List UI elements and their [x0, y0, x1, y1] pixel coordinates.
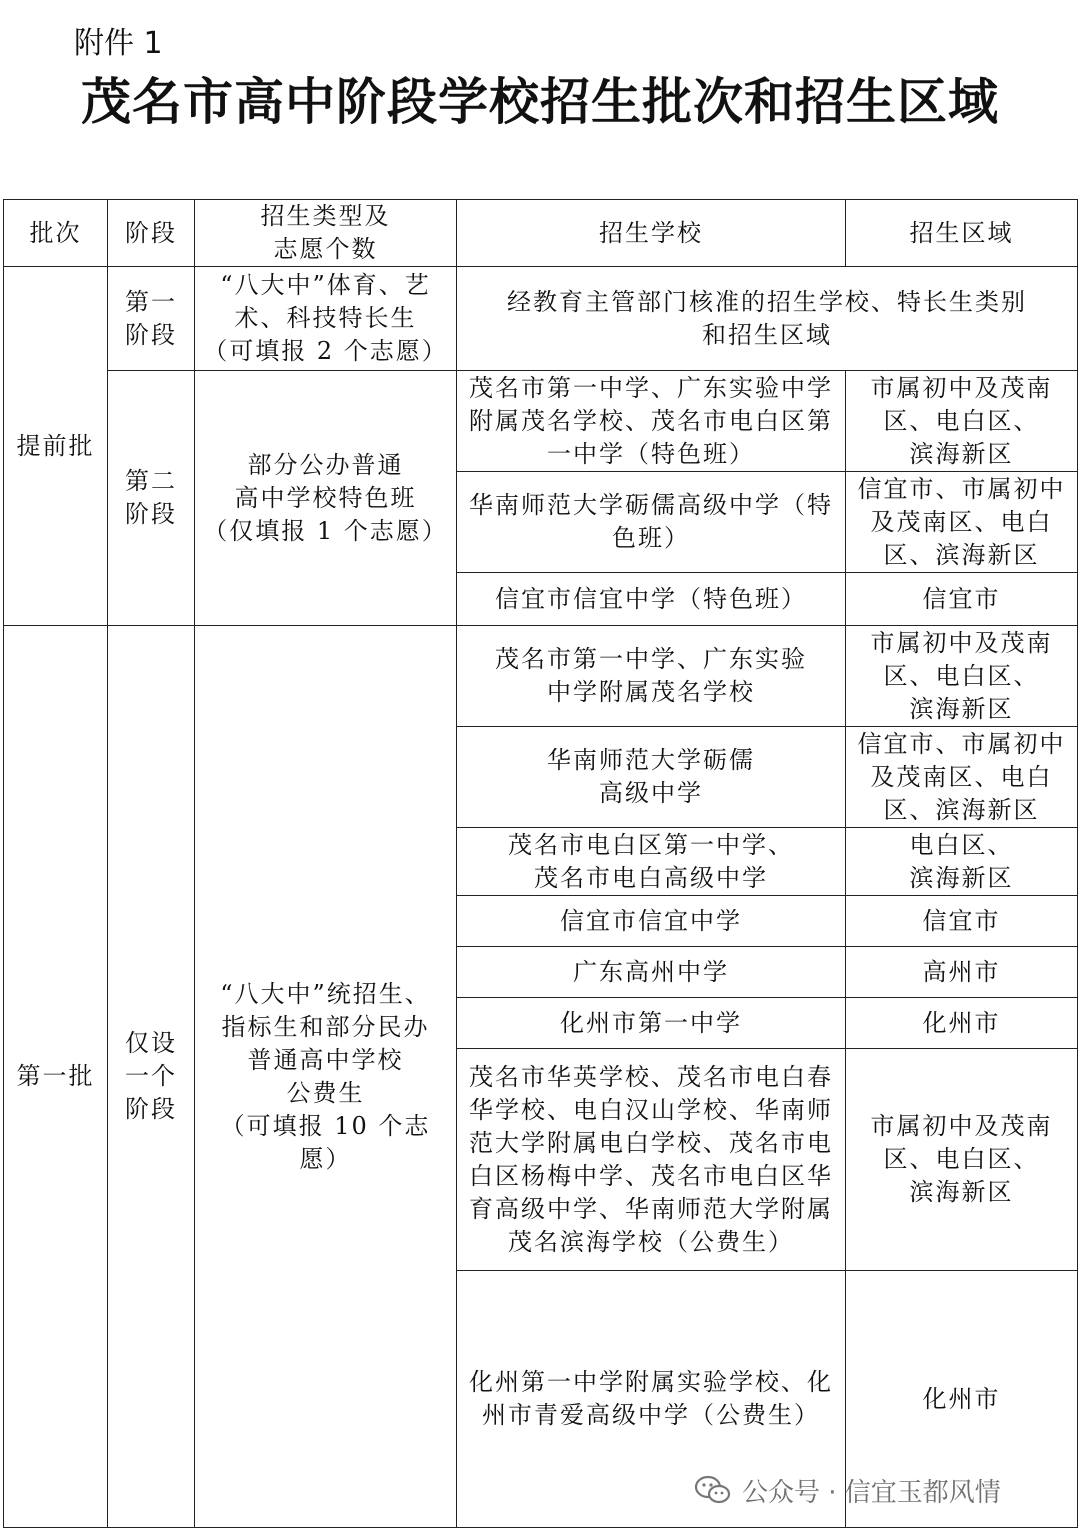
table-row	[4, 371, 1078, 472]
type-first: “八大中”统招生、 指标生和部分民办 普通高中学校 公费生 （可填报 10 个志愿）	[195, 626, 457, 1528]
page-title: 茂名市高中阶段学校招生批次和招生区域	[81, 73, 999, 131]
header-stage: 阶段	[108, 200, 195, 267]
school-cell: 信宜市信宜中学	[457, 896, 846, 947]
attachment-label: 附件 1	[74, 26, 163, 61]
school-cell: 茂名市第一中学、广东实验中学附属茂名学校、茂名市电白区第一中学（特色班）	[457, 371, 846, 472]
region-cell: 信宜市、市属初中及茂南区、电白区、滨海新区	[846, 727, 1078, 828]
school-cell: 华南师范大学砺儒高级中学（特色班）	[457, 472, 846, 573]
region-cell: 化州市	[846, 1271, 1078, 1528]
header-type-text: 招生类型及 志愿个数	[260, 202, 391, 263]
region-cell: 信宜市	[846, 573, 1078, 626]
region-cell: 信宜市、市属初中及茂南区、电白区、滨海新区	[846, 472, 1078, 573]
school-cell: 华南师范大学砺儒 高级中学	[457, 727, 846, 828]
header-type	[195, 200, 457, 267]
region-cell: 市属初中及茂南区、电白区、 滨海新区	[846, 626, 1078, 727]
school-cell: 化州第一中学附属实验学校、化州市青爱高级中学（公费生）	[457, 1271, 846, 1528]
school-cell: 广东高州中学	[457, 947, 846, 998]
table-row	[4, 626, 1078, 727]
table-row	[4, 267, 1078, 371]
region-cell: 高州市	[846, 947, 1078, 998]
region-cell: 化州市	[846, 998, 1078, 1049]
stage-first: 仅设 一个 阶段	[108, 626, 195, 1528]
stage-advance-2: 第二 阶段	[108, 371, 195, 626]
school-cell: 信宜市信宜中学（特色班）	[457, 573, 846, 626]
school-cell: 茂名市华英学校、茂名市电白春华学校、电白汉山学校、华南师范大学附属电白学校、茂名市电白区杨梅中学、茂名市电白区华育高级中学、华南师范大学附属茂名滨海学校（公费生）	[457, 1049, 846, 1271]
enrollment-table	[3, 199, 1078, 1528]
header-row	[4, 200, 1078, 267]
batch-first: 第一批	[4, 626, 108, 1528]
school-cell: 茂名市电白区第一中学、 茂名市电白高级中学	[457, 828, 846, 896]
watermark-text: 公众号 · 信宜玉都风情	[742, 1477, 1001, 1508]
region-cell: 信宜市	[846, 896, 1078, 947]
wechat-icon	[694, 1474, 732, 1506]
stage-advance-1: 第一 阶段	[108, 267, 195, 371]
watermark	[694, 1470, 1001, 1510]
school-cell: 茂名市第一中学、广东实验 中学附属茂名学校	[457, 626, 846, 727]
region-cell: 市属初中及茂南区、电白区、 滨海新区	[846, 371, 1078, 472]
batch-advance: 提前批	[4, 267, 108, 626]
school-cell: 化州市第一中学	[457, 998, 846, 1049]
header-batch: 批次	[4, 200, 108, 267]
header-region: 招生区域	[846, 200, 1078, 267]
region-cell: 电白区、 滨海新区	[846, 828, 1078, 896]
type-advance-1: “八大中”体育、艺术、科技特长生 （可填报 2 个志愿）	[195, 267, 457, 371]
header-school: 招生学校	[457, 200, 846, 267]
region-cell: 市属初中及茂南区、电白区、 滨海新区	[846, 1049, 1078, 1271]
type-advance-2: 部分公办普通 高中学校特色班 （仅填报 1 个志愿）	[195, 371, 457, 626]
merged-advance-1: 经教育主管部门核准的招生学校、特长生类别 和招生区域	[457, 267, 1078, 371]
